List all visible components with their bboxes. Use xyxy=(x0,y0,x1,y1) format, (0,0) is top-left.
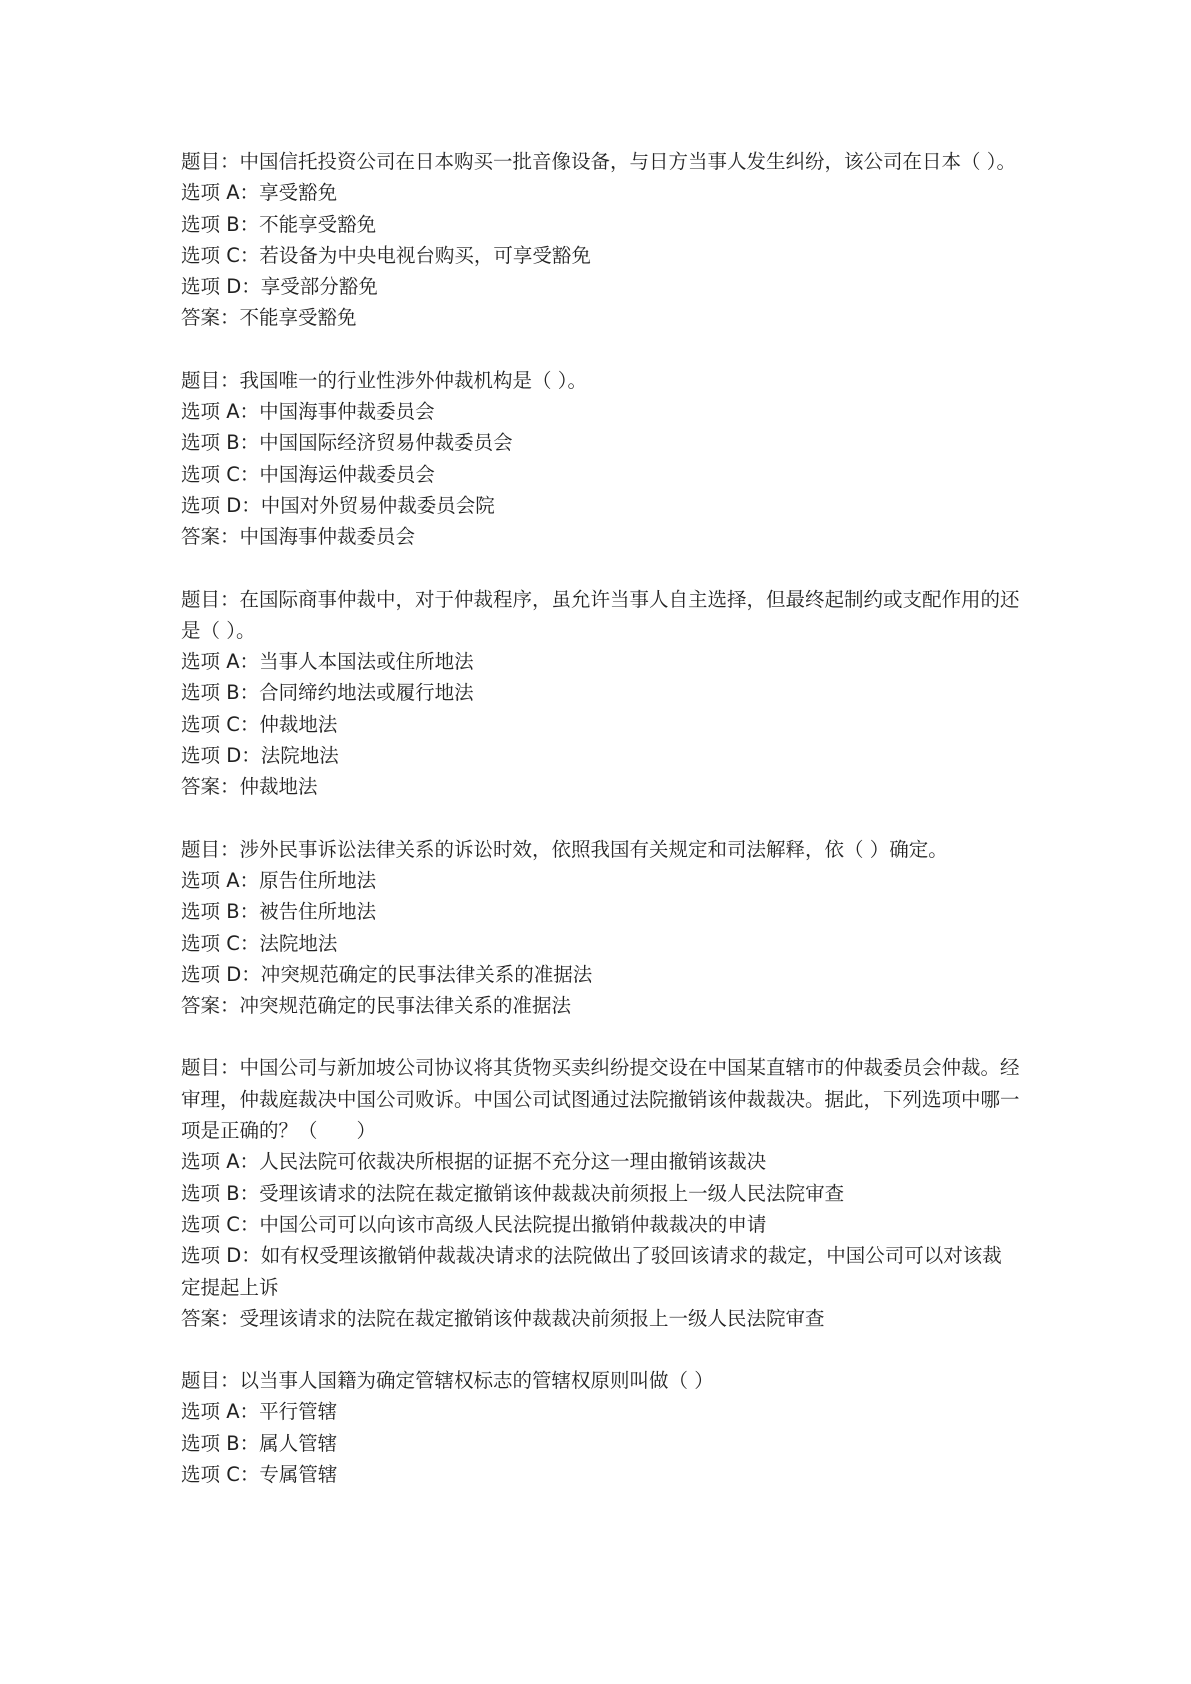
option-line-label: 选项 A xyxy=(181,868,240,892)
option-line-text: 冲突规范确定的民事法律关系的准据法 xyxy=(260,962,593,986)
option-line-text: 享受部分豁免 xyxy=(260,275,378,299)
option-line xyxy=(181,896,1021,927)
option-line-text: 被告住所地法 xyxy=(259,900,377,924)
option-line-text: 中国海事仲裁委员会 xyxy=(259,400,435,424)
question-line-label: 题目 xyxy=(181,587,221,611)
question-line xyxy=(181,584,1021,647)
option-line-label: 选项 B xyxy=(181,1431,240,1455)
answer-line-text: 仲裁地法 xyxy=(239,775,318,799)
option-line xyxy=(181,209,1021,240)
answer-line-label: 答案 xyxy=(181,775,221,799)
document-page xyxy=(181,146,1021,1521)
option-line xyxy=(181,427,1021,458)
question-line-label: 题目 xyxy=(181,837,221,861)
colon-separator: ： xyxy=(239,1462,260,1486)
answer-line xyxy=(181,521,1021,552)
question-block xyxy=(181,1365,1021,1490)
colon-separator: ： xyxy=(220,368,240,392)
answer-line xyxy=(181,302,1021,333)
colon-separator: ： xyxy=(239,1181,260,1205)
answer-line-label: 答案 xyxy=(181,525,221,549)
question-block xyxy=(181,365,1021,553)
option-line-label: 选项 C xyxy=(181,243,240,267)
option-line xyxy=(181,959,1021,990)
colon-separator: ： xyxy=(220,525,240,549)
colon-separator: ： xyxy=(239,712,260,736)
option-line xyxy=(181,1146,1021,1177)
answer-line-text: 冲突规范确定的民事法律关系的准据法 xyxy=(239,994,572,1018)
colon-separator: ： xyxy=(239,868,260,892)
colon-separator: ： xyxy=(241,744,261,768)
option-line-label: 选项 C xyxy=(181,462,240,486)
question-line-label: 题目 xyxy=(181,1056,221,1080)
option-line-text: 人民法院可依裁决所根据的证据不充分这一理由撤销该裁决 xyxy=(259,1150,767,1174)
option-line-text: 若设备为中央电视台购买，可享受豁免 xyxy=(259,243,591,267)
question-block xyxy=(181,1052,1021,1334)
option-line xyxy=(181,271,1021,302)
answer-line-text: 受理该请求的法院在裁定撤销该仲裁裁决前须报上一级人民法院审查 xyxy=(239,1306,825,1330)
option-line xyxy=(181,490,1021,521)
option-line-label: 选项 D xyxy=(181,493,242,517)
option-line-label: 选项 B xyxy=(181,1181,240,1205)
question-line-text: 我国唯一的行业性涉外仲裁机构是（ ）。 xyxy=(239,368,587,392)
option-line-label: 选项 D xyxy=(181,1244,242,1268)
colon-separator: ： xyxy=(239,431,260,455)
option-line-text: 专属管辖 xyxy=(259,1462,338,1486)
colon-separator: ： xyxy=(241,1244,261,1268)
option-line-text: 当事人本国法或住所地法 xyxy=(259,650,474,674)
question-block xyxy=(181,146,1021,334)
option-line-text: 属人管辖 xyxy=(259,1431,338,1455)
colon-separator: ： xyxy=(239,1400,260,1424)
question-line xyxy=(181,1365,1021,1396)
colon-separator: ： xyxy=(239,681,260,705)
option-line-text: 享受豁免 xyxy=(259,181,338,205)
option-line-label: 选项 A xyxy=(181,181,240,205)
question-line-text: 涉外民事诉讼法律关系的诉讼时效，依照我国有关规定和司法解释，依（ ）确定。 xyxy=(239,837,948,861)
option-line xyxy=(181,928,1021,959)
colon-separator: ： xyxy=(241,962,261,986)
option-line xyxy=(181,865,1021,896)
question-line xyxy=(181,365,1021,396)
colon-separator: ： xyxy=(239,1212,260,1236)
answer-line xyxy=(181,990,1021,1021)
option-line-label: 选项 B xyxy=(181,681,240,705)
option-line xyxy=(181,1459,1021,1490)
colon-separator: ： xyxy=(239,181,260,205)
colon-separator: ： xyxy=(239,462,260,486)
colon-separator: ： xyxy=(220,150,240,173)
colon-separator: ： xyxy=(220,994,240,1018)
question-block xyxy=(181,834,1021,1022)
question-line-text: 以当事人国籍为确定管辖权标志的管辖权原则叫做（ ） xyxy=(239,1369,714,1393)
option-line-text: 如有权受理该撤销仲裁裁决请求的法院做出了驳回该请求的裁定，中国公司可以对该裁定提起上诉 xyxy=(181,1244,1002,1299)
option-line-text: 法院地法 xyxy=(259,931,338,955)
option-line-label: 选项 C xyxy=(181,712,240,736)
colon-separator: ： xyxy=(220,306,240,330)
answer-line-text: 不能享受豁免 xyxy=(239,306,357,330)
option-line-label: 选项 A xyxy=(181,1150,240,1174)
option-line-text: 原告住所地法 xyxy=(259,868,377,892)
option-line-text: 仲裁地法 xyxy=(259,712,338,736)
question-line-text: 中国公司与新加坡公司协议将其货物买卖纠纷提交设在中国某直辖市的仲裁委员会仲裁。经审理，仲裁庭裁决中国公司败诉。中国公司试图通过法院撤销该仲裁裁决。据此，下列选项中哪一项是正确的？（ ） xyxy=(181,1056,1020,1143)
question-line xyxy=(181,834,1021,865)
option-line-label: 选项 B xyxy=(181,212,240,236)
option-line-text: 不能享受豁免 xyxy=(259,212,377,236)
option-line-label: 选项 D xyxy=(181,962,242,986)
answer-line-label: 答案 xyxy=(181,306,221,330)
colon-separator: ： xyxy=(239,931,260,955)
option-line-text: 合同缔约地法或履行地法 xyxy=(259,681,474,705)
question-line-label: 题目 xyxy=(181,150,221,173)
question-block xyxy=(181,584,1021,803)
question-line-text: 中国信托投资公司在日本购买一批音像设备，与日方当事人发生纠纷，该公司在日本（ ）。 xyxy=(239,150,1016,173)
colon-separator: ： xyxy=(239,212,260,236)
answer-line-label: 答案 xyxy=(181,994,221,1018)
option-line-label: 选项 C xyxy=(181,1462,240,1486)
colon-separator: ： xyxy=(220,1369,240,1393)
option-line xyxy=(181,459,1021,490)
colon-separator: ： xyxy=(241,275,261,299)
colon-separator: ： xyxy=(239,243,260,267)
question-line-text: 在国际商事仲裁中，对于仲裁程序，虽允许当事人自主选择，但最终起制约或支配作用的还是（ ）。 xyxy=(181,587,1020,642)
question-line-label: 题目 xyxy=(181,368,221,392)
option-line-label: 选项 B xyxy=(181,900,240,924)
option-line xyxy=(181,646,1021,677)
option-line xyxy=(181,740,1021,771)
option-line-label: 选项 C xyxy=(181,1212,240,1236)
answer-line-label: 答案 xyxy=(181,1306,221,1330)
option-line xyxy=(181,1396,1021,1427)
option-line-text: 受理该请求的法院在裁定撤销该仲裁裁决前须报上一级人民法院审查 xyxy=(259,1181,845,1205)
question-line-label: 题目 xyxy=(181,1369,221,1393)
option-line-label: 选项 B xyxy=(181,431,240,455)
colon-separator: ： xyxy=(239,900,260,924)
question-line xyxy=(181,1052,1021,1146)
option-line-text: 平行管辖 xyxy=(259,1400,338,1424)
option-line-text: 中国对外贸易仲裁委员会院 xyxy=(260,493,495,517)
option-line-text: 中国公司可以向该市高级人民法院提出撤销仲裁裁决的申请 xyxy=(259,1212,767,1236)
option-line-text: 法院地法 xyxy=(260,744,339,768)
option-line xyxy=(181,396,1021,427)
colon-separator: ： xyxy=(220,1056,240,1080)
option-line xyxy=(181,1240,1021,1303)
colon-separator: ： xyxy=(220,1306,240,1330)
answer-line xyxy=(181,1303,1021,1334)
option-line xyxy=(181,240,1021,271)
option-line-label: 选项 A xyxy=(181,650,240,674)
colon-separator: ： xyxy=(220,837,240,861)
option-line xyxy=(181,1428,1021,1459)
answer-line xyxy=(181,771,1021,802)
colon-separator: ： xyxy=(239,1431,260,1455)
colon-separator: ： xyxy=(239,1150,260,1174)
option-line-text: 中国海运仲裁委员会 xyxy=(259,462,435,486)
colon-separator: ： xyxy=(239,400,260,424)
option-line-text: 中国国际经济贸易仲裁委员会 xyxy=(259,431,513,455)
answer-line-text: 中国海事仲裁委员会 xyxy=(239,525,416,549)
option-line xyxy=(181,677,1021,708)
colon-separator: ： xyxy=(220,775,240,799)
option-line xyxy=(181,1178,1021,1209)
option-line-label: 选项 A xyxy=(181,1400,240,1424)
option-line xyxy=(181,709,1021,740)
colon-separator: ： xyxy=(241,493,261,517)
option-line-label: 选项 D xyxy=(181,275,242,299)
option-line xyxy=(181,1209,1021,1240)
question-line xyxy=(181,146,1021,177)
option-line-label: 选项 A xyxy=(181,400,240,424)
option-line-label: 选项 D xyxy=(181,744,242,768)
option-line xyxy=(181,177,1021,208)
colon-separator: ： xyxy=(220,587,240,611)
option-line-label: 选项 C xyxy=(181,931,240,955)
colon-separator: ： xyxy=(239,650,260,674)
